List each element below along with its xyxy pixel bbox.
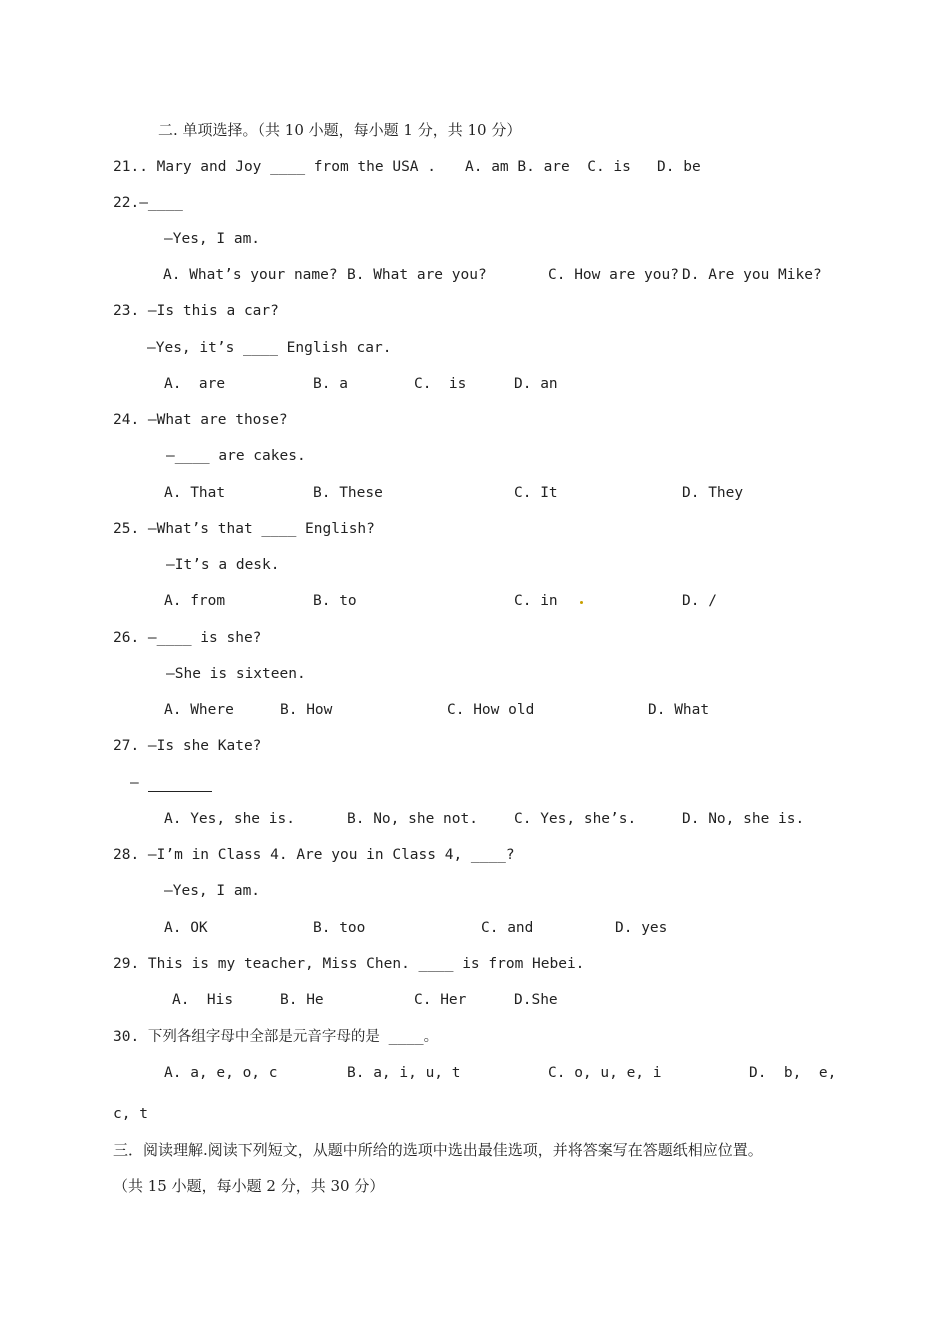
question-27-option-a: A. Yes, she is. [164, 811, 295, 827]
question-30-option-d-continued: c, t [113, 1106, 148, 1122]
question-26-stem: 26. —____ is she? [113, 630, 262, 646]
section-heading: 三．阅读理解.阅读下列短文，从题中所给的选项中选出最佳选项，并将答案写在答题纸相应位置。 [113, 1141, 763, 1159]
question-28-option-a: A. OK [164, 920, 208, 936]
question-27-answer: — [130, 775, 139, 791]
question-21-options: A. am B. are C. is D. be [465, 159, 701, 175]
question-23-answer: —Yes, it’s ____ English car. [147, 340, 392, 356]
question-25-option-b: B. to [313, 593, 357, 609]
question-25-stem: 25. —What’s that ____ English? [113, 521, 375, 537]
question-22-option-a: A. What’s your name? [163, 267, 338, 283]
question-28-stem: 28. —I’m in Class 4. Are you in Class 4, ____? [113, 847, 515, 863]
question-22-option-c: C. How are you? [548, 267, 679, 283]
question-30-option-a: A. a, e, o, c [164, 1065, 278, 1081]
question-24-answer: —____ are cakes. [166, 448, 306, 464]
question-29-stem: 29. This is my teacher, Miss Chen. ____ is from Hebei. [113, 956, 585, 972]
question-29-option-a: A. His [172, 992, 234, 1008]
question-23-option-c: C. is [414, 376, 467, 392]
question-28-option-c: C. and [481, 920, 534, 936]
question-29-option-d: D.She [514, 992, 558, 1008]
section-subheading: （共 15 小题，每小题 2 分，共 30 分） [113, 1177, 385, 1195]
question-25-option-a: A. from [164, 593, 226, 609]
question-24-option-b: B. These [313, 485, 383, 501]
question-28-option-b: B. too [313, 920, 366, 936]
question-26-answer: —She is sixteen. [166, 666, 306, 682]
question-24-option-d: D. They [682, 485, 744, 501]
question-27-option-b: B. No, she not. [347, 811, 478, 827]
question-21-stem: 21.. Mary and Joy ____ from the USA . [113, 159, 437, 175]
question-24-option-a: A. That [164, 485, 226, 501]
question-22-option-b: B. What are you? [347, 267, 487, 283]
question-22-answer: —Yes, I am. [164, 231, 261, 247]
question-30-option-b: B. a, i, u, t [347, 1065, 461, 1081]
question-27-option-d: D. No, she is. [682, 811, 805, 827]
question-23-option-b: B. a [313, 376, 348, 392]
question-22-option-d: D. Are you Mike? [682, 267, 822, 283]
stray-dot [580, 601, 583, 604]
question-26-option-c: C. How old [447, 702, 535, 718]
question-28-answer: —Yes, I am. [164, 883, 261, 899]
question-30-stem: 30. 下列各组字母中全部是元音字母的是 ____。 [113, 1029, 439, 1045]
question-27-stem: 27. —Is she Kate? [113, 738, 262, 754]
question-26-option-b: B. How [280, 702, 333, 718]
section-heading: 二. 单项选择。（共 10 小题，每小题 1 分，共 10 分） [158, 121, 522, 139]
question-28-option-d: D. yes [615, 920, 668, 936]
question-30-option-c: C. o, u, e, i [548, 1065, 662, 1081]
question-25-answer: —It’s a desk. [166, 557, 280, 573]
question-27-option-c: C. Yes, she’s. [514, 811, 637, 827]
question-29-option-b: B. He [280, 992, 324, 1008]
question-24-stem: 24. —What are those? [113, 412, 288, 428]
question-29-option-c: C. Her [414, 992, 467, 1008]
question-26-option-d: D. What [648, 702, 710, 718]
question-24-option-c: C. It [514, 485, 558, 501]
answer-blank-line [148, 791, 212, 792]
question-26-option-a: A. Where [164, 702, 234, 718]
question-23-option-d: D. an [514, 376, 558, 392]
question-23-stem: 23. —Is this a car? [113, 303, 279, 319]
question-25-option-d: D. / [682, 593, 717, 609]
question-23-option-a: A. are [164, 376, 226, 392]
question-25-option-c: C. in [514, 593, 558, 609]
question-22-stem: 22.—____ [113, 195, 183, 211]
question-30-option-d: D. b, e, [749, 1065, 837, 1081]
